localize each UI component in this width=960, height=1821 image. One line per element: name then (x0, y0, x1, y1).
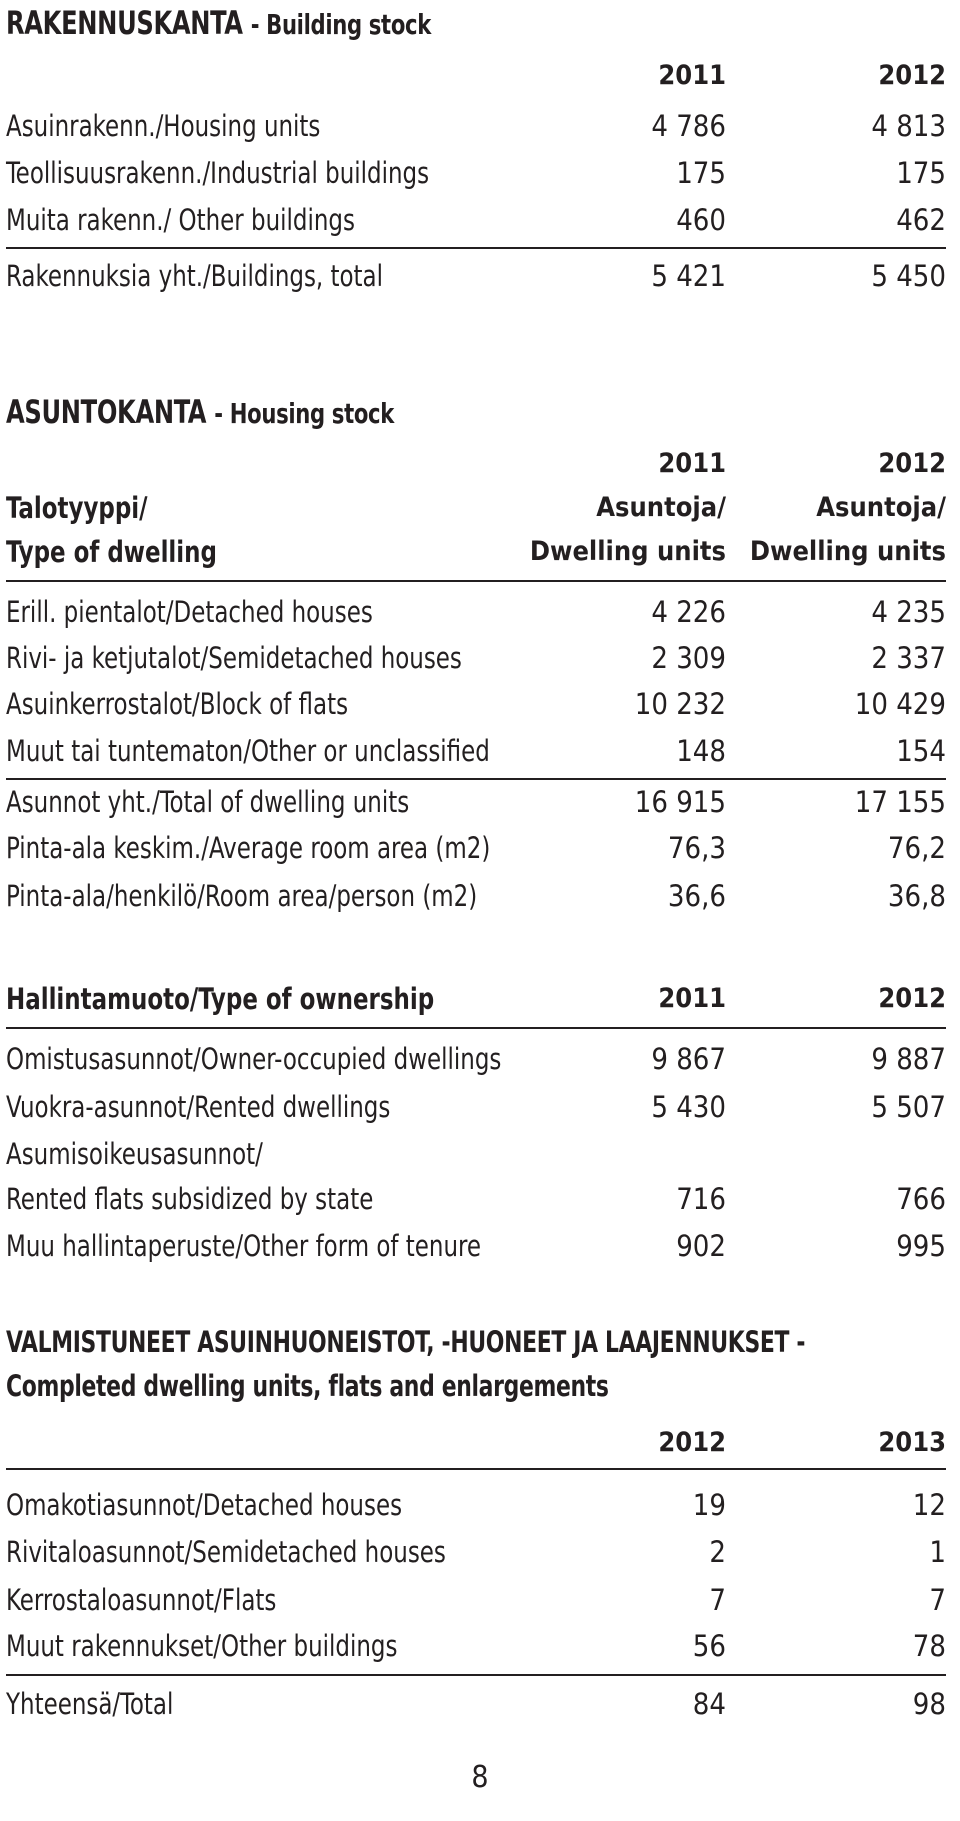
value-2011: 36,6 (667, 879, 726, 913)
col-1-header-en: Dwelling units (529, 536, 726, 567)
total-divider (6, 247, 946, 249)
housing-stock-title (6, 392, 394, 434)
year-2: 2013 (878, 1427, 946, 1458)
row-label: Teollisuusrakenn./Industrial buildings (6, 156, 430, 190)
total-divider (6, 778, 946, 780)
value-2012: 766 (896, 1182, 946, 1216)
header-divider (6, 1027, 946, 1029)
housing-stock-title-en: - Housing stock (214, 397, 395, 430)
table-row (6, 1086, 946, 1128)
row-label: Asunnot yht./Total of dwelling units (6, 785, 410, 819)
row-label: Rivitaloasunnot/Semidetached houses (6, 1535, 446, 1569)
table-row (6, 1579, 946, 1621)
year-2: 2012 (878, 983, 946, 1014)
building-stock-title (6, 3, 431, 45)
value-2012: 175 (896, 156, 946, 190)
value-2011: 716 (676, 1182, 726, 1216)
value-2012: 995 (896, 1229, 946, 1263)
row-label: Erill. pientalot/Detached houses (6, 595, 373, 629)
row-label: Asuinkerrostalot/Block of flats (6, 687, 349, 721)
value-2012: 36,8 (887, 879, 946, 913)
value-2011: 16 915 (634, 785, 726, 819)
row-label: Vuokra-asunnot/Rented dwellings (6, 1090, 391, 1124)
housing-stock-title-fi: ASUNTOKANTA (6, 393, 207, 431)
row-label: Pinta-ala/henkilö/Room area/person (m2) (6, 879, 478, 913)
value-2012: 462 (896, 203, 946, 237)
dwelling-type-header-en: Type of dwelling (6, 535, 217, 569)
building-stock-title-fi: RAKENNUSKANTA (6, 4, 243, 42)
value-2011: 2 309 (651, 641, 726, 675)
table-row (6, 827, 946, 869)
row-label: Rivi- ja ketjutalot/Semidetached houses (6, 641, 462, 675)
table-row (6, 105, 946, 147)
value-2012: 5 450 (871, 259, 946, 293)
value-2012: 7 (709, 1583, 726, 1617)
year-1: 2011 (658, 983, 726, 1014)
value-2012: 17 155 (854, 785, 946, 819)
value-2011: 5 421 (651, 259, 726, 293)
value-2012: 154 (896, 734, 946, 768)
value-2012: 4 235 (871, 595, 946, 629)
value-2013: 1 (929, 1535, 946, 1569)
row-label: Yhteensä/Total (6, 1687, 174, 1721)
building-stock-title-en: - Building stock (250, 8, 431, 41)
page-number: 8 (471, 1760, 489, 1795)
value-2011: 5 430 (651, 1090, 726, 1124)
table-row (6, 875, 946, 917)
ownership-header (6, 978, 946, 1020)
row-label: Rented flats subsidized by state (6, 1182, 374, 1216)
row-label: Pinta-ala keskim./Average room area (m2) (6, 831, 491, 865)
value-2011: 9 867 (651, 1042, 726, 1076)
year-2: 2012 (878, 448, 946, 479)
year-1: 2012 (658, 1427, 726, 1458)
table-row (6, 1178, 946, 1220)
table-row (6, 730, 946, 772)
row-label: Rakennuksia yht./Buildings, total (6, 259, 383, 293)
value-2012: 56 (692, 1629, 726, 1663)
year-2: 2012 (878, 60, 946, 91)
total-row (6, 255, 946, 297)
completed-subtitle (6, 1366, 609, 1406)
table-row (6, 1531, 946, 1573)
table-row (6, 591, 946, 633)
value-2012: 9 887 (871, 1042, 946, 1076)
housing-stock-column-header-2 (6, 531, 946, 573)
value-2012: 76,2 (887, 831, 946, 865)
table-row (6, 1625, 946, 1667)
col-1-header: Asuntoja/ (596, 492, 726, 523)
table-row (6, 1484, 946, 1526)
value-2013: 78 (912, 1629, 946, 1663)
housing-stock-year-header (6, 443, 946, 485)
table-row (6, 199, 946, 241)
value-2013: 98 (912, 1687, 946, 1721)
housing-stock-column-header-1 (6, 487, 946, 529)
table-row (6, 1225, 946, 1267)
value-2012: 5 507 (871, 1090, 946, 1124)
completed-title-en: Completed dwelling units, flats and enlargements (6, 1369, 609, 1403)
year-1: 2011 (658, 448, 726, 479)
table-row (6, 1038, 946, 1080)
year-1: 2011 (658, 60, 726, 91)
value-2011: 10 232 (634, 687, 726, 721)
header-divider (6, 1468, 946, 1470)
row-label: Muu hallintaperuste/Other form of tenure (6, 1229, 482, 1263)
row-label: Muut tai tuntematon/Other or unclassified (6, 734, 490, 768)
value-2012: 2 337 (871, 641, 946, 675)
completed-title-fi: VALMISTUNEET ASUINHUONEISTOT, -HUONEET JA LAAJENNUKSET - (6, 1325, 806, 1359)
value-2012: 10 429 (854, 687, 946, 721)
dwelling-type-header: Talotyyppi/ (6, 491, 148, 525)
value-2011: 175 (676, 156, 726, 190)
value-2012: 4 813 (871, 109, 946, 143)
value-2011: 902 (676, 1229, 726, 1263)
value-2011: 148 (676, 734, 726, 768)
header-divider (6, 580, 946, 582)
col-2-header-en: Dwelling units (749, 536, 946, 567)
row-label: Omakotiasunnot/Detached houses (6, 1488, 403, 1522)
value-2012: 2 (709, 1535, 726, 1569)
total-row (6, 1683, 946, 1725)
building-stock-year-header (6, 55, 946, 97)
table-row (6, 637, 946, 679)
value-2012: 84 (692, 1687, 726, 1721)
table-row (6, 683, 946, 725)
row-label: Muut rakennukset/Other buildings (6, 1629, 398, 1663)
total-row (6, 781, 946, 823)
value-2011: 4 226 (651, 595, 726, 629)
ownership-title: Hallintamuoto/Type of ownership (6, 982, 435, 1016)
table-row (6, 152, 946, 194)
completed-title (6, 1322, 805, 1362)
row-label: Asumisoikeusasunnot/ (6, 1137, 263, 1171)
value-2013: 12 (912, 1488, 946, 1522)
value-2011: 76,3 (667, 831, 726, 865)
row-label: Asuinrakenn./Housing units (6, 109, 321, 143)
row-label: Muita rakenn./ Other buildings (6, 203, 355, 237)
completed-year-header (6, 1422, 946, 1464)
value-2012: 19 (692, 1488, 726, 1522)
table-row (6, 1133, 946, 1175)
col-2-header: Asuntoja/ (816, 492, 946, 523)
row-label: Kerrostaloasunnot/Flats (6, 1583, 277, 1617)
value-2011: 4 786 (651, 109, 726, 143)
value-2013: 7 (929, 1583, 946, 1617)
value-2011: 460 (676, 203, 726, 237)
total-divider (6, 1674, 946, 1676)
row-label: Omistusasunnot/Owner-occupied dwellings (6, 1042, 502, 1076)
